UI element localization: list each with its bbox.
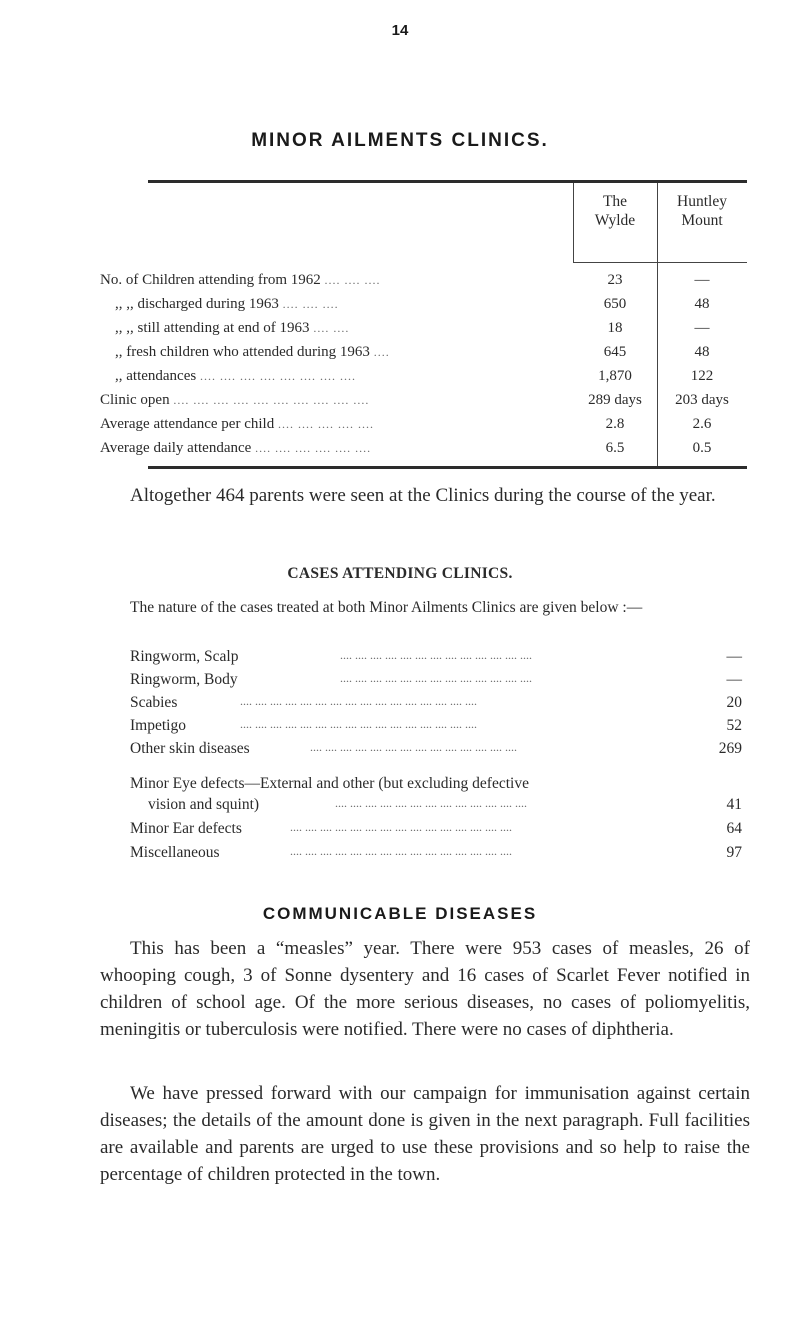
table-row (0, 392, 800, 414)
row-label: ,, attendances .... .... .... .... .... .... .... .... (115, 368, 356, 384)
column-header-line: Mount (681, 212, 723, 229)
row-label: Average attendance per child .... .... .... .... .... (100, 416, 374, 432)
row-value-wylde: 645 (573, 344, 657, 361)
row-label: Clinic open .... .... .... .... .... .... .... .... .... .... (100, 392, 370, 408)
cases-heading: CASES ATTENDING CLINICS. (287, 565, 513, 582)
case-label: Minor Eye defects—External and other (but excluding defective (130, 775, 529, 792)
row-value-wylde: 6.5 (573, 440, 657, 457)
dot-leader: .... .... .... .... .... .... .... .... .... .... .... .... .... .... .... .... (240, 694, 477, 708)
row-value-wylde: 23 (573, 272, 657, 289)
dot-leader: .... .... .... .... .... .... .... .... .... .... .... .... .... (340, 671, 532, 685)
row-value-huntley: 48 (694, 344, 710, 360)
table-row (0, 440, 800, 462)
table-row (0, 416, 800, 438)
row-value-huntley: — (694, 320, 710, 336)
dot-leader: .... .... .... .... .... .... .... .... .... .... .... .... .... (335, 796, 527, 810)
case-label: Miscellaneous (130, 844, 220, 861)
row-value-wylde: 2.8 (573, 416, 657, 433)
row-label: ,, ,, discharged during 1963 .... .... .... (115, 296, 339, 312)
table-row (0, 320, 800, 342)
immunisation-paragraph: We have pressed forward with our campaign for immunisation against certain diseases; the details of the amount done is given in the next paragraph. Full facilities are available and parents are urged to use these provisions and so help to raise the percentage of children protected in the town. (100, 1083, 750, 1185)
communicable-heading: COMMUNICABLE DISEASES (262, 904, 538, 923)
table-row (0, 272, 800, 294)
summary-paragraph: Altogether 464 parents were seen at the Clinics during the course of the year. (130, 485, 716, 506)
list-item (130, 775, 742, 797)
row-value-huntley: 122 (690, 368, 714, 384)
row-label: ,, fresh children who attended during 1963 .... (115, 344, 390, 360)
communicable-paragraph: This has been a “measles” year. There were 953 cases of measles, 26 of whooping cough, 3 of Sonne dysentery and 16 cases of Scarlet Fever notified in children of school age. Of the more serious diseases, no cases of poliomyelitis, meningitis or tuberculosis were notified. There were no cases of diphtheria. (100, 938, 750, 1040)
dot-leader: .... .... .... .... .... .... .... .... .... .... .... .... .... .... .... (290, 820, 512, 834)
case-value: 41 (726, 796, 742, 813)
column-header-huntley-mount (657, 192, 747, 230)
list-item (130, 796, 742, 818)
list-item (130, 740, 742, 762)
case-label: Other skin diseases (130, 740, 250, 757)
case-value: 52 (726, 717, 742, 734)
case-label: Scabies (130, 694, 178, 711)
list-item (130, 820, 742, 842)
list-item (130, 671, 742, 693)
case-value: — (726, 648, 742, 665)
case-value: 20 (726, 694, 742, 711)
row-value-huntley: 0.5 (692, 440, 712, 456)
row-value-huntley: — (694, 272, 710, 288)
table-row (0, 296, 800, 318)
case-label: Minor Ear defects (130, 820, 242, 837)
row-label: Average daily attendance .... .... .... .... .... .... (100, 440, 372, 456)
column-header-line: Wylde (594, 212, 636, 229)
row-value-wylde: 289 days (573, 392, 657, 409)
case-label: vision and squint) (148, 796, 260, 813)
case-value: 97 (726, 844, 742, 861)
column-header-line: Huntley (677, 193, 727, 210)
page-number: 14 (391, 22, 409, 39)
page-title: MINOR AILMENTS CLINICS. (251, 130, 549, 151)
column-header-line: The (602, 193, 628, 210)
case-label: Impetigo (130, 717, 186, 734)
table-row (0, 344, 800, 366)
list-item (130, 694, 742, 716)
column-header-wylde (573, 192, 657, 230)
list-item (130, 844, 742, 866)
case-label: Ringworm, Scalp (130, 648, 239, 665)
case-value: — (726, 671, 742, 688)
table-row (0, 368, 800, 390)
case-label: Ringworm, Body (130, 671, 238, 688)
row-value-huntley: 48 (694, 296, 710, 312)
dot-leader: .... .... .... .... .... .... .... .... .... .... .... .... .... .... (310, 740, 517, 754)
row-label: No. of Children attending from 1962 .... .... .... (100, 272, 381, 288)
row-value-wylde: 1,870 (573, 368, 657, 385)
dot-leader: .... .... .... .... .... .... .... .... .... .... .... .... .... .... .... (290, 844, 512, 858)
case-value: 269 (718, 740, 742, 757)
dot-leader: .... .... .... .... .... .... .... .... .... .... .... .... .... (340, 648, 532, 662)
dot-leader: .... .... .... .... .... .... .... .... .... .... .... .... .... .... .... .... (240, 717, 477, 731)
table-header-rule (573, 262, 747, 263)
cases-intro: The nature of the cases treated at both Minor Ailments Clinics are given below :— (130, 599, 643, 616)
list-item (130, 717, 742, 739)
row-label: ,, ,, still attending at end of 1963 .... .... (115, 320, 350, 336)
row-value-huntley: 2.6 (692, 416, 712, 432)
row-value-wylde: 18 (573, 320, 657, 337)
table-bottom-rule (148, 466, 747, 469)
list-item (130, 648, 742, 670)
case-value: 64 (726, 820, 742, 837)
row-value-wylde: 650 (573, 296, 657, 313)
row-value-huntley: 203 days (675, 392, 729, 408)
